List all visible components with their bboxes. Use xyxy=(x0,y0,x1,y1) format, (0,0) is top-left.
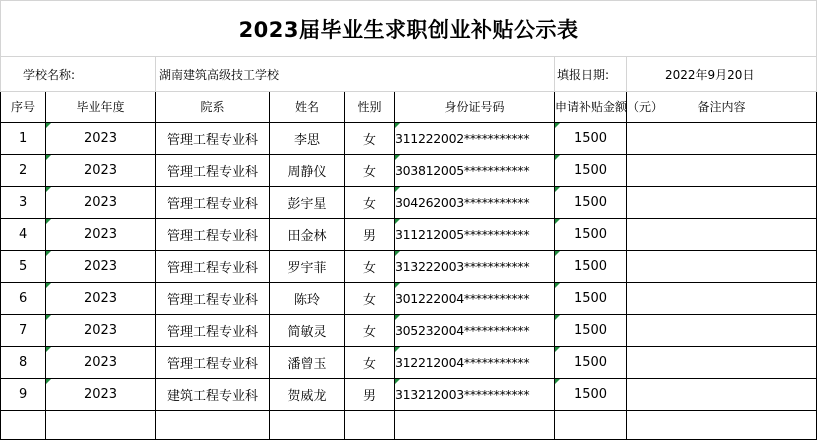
cell-marker-icon xyxy=(46,123,51,128)
cell-marker-icon xyxy=(46,155,51,160)
header-id[interactable]: 身份证号码 xyxy=(395,92,555,123)
cell-amount-text: 1500 xyxy=(573,291,608,306)
cell-seq-text: 3 xyxy=(19,195,28,210)
cell-amount[interactable] xyxy=(555,155,627,187)
cell-gender-text: 男 xyxy=(362,229,376,244)
cell-amount-text: 1500 xyxy=(573,227,608,242)
cell-year-text: 2023 xyxy=(83,387,118,402)
table-row xyxy=(1,251,817,283)
cell-gender-text: 女 xyxy=(362,261,376,276)
cell-note[interactable] xyxy=(627,347,817,379)
cell-name[interactable] xyxy=(270,219,345,251)
cell-name-text: 彭宇星 xyxy=(287,197,327,212)
cell-marker-icon xyxy=(46,347,51,352)
table-row xyxy=(1,155,817,187)
cell-marker-icon xyxy=(395,315,400,320)
cell-id-number-text: 311212005*********** xyxy=(395,227,530,242)
cell-marker-icon xyxy=(555,347,560,352)
cell-amount[interactable] xyxy=(555,283,627,315)
header-amount[interactable]: 申请补贴金额（元） xyxy=(555,92,627,123)
cell-name[interactable] xyxy=(270,123,345,155)
cell-name[interactable] xyxy=(270,347,345,379)
cell-gender-text: 女 xyxy=(362,165,376,180)
cell-dept-text: 管理工程专业科 xyxy=(166,261,258,276)
cell-year-text: 2023 xyxy=(83,323,118,338)
cell-dept-text: 管理工程专业科 xyxy=(166,133,258,148)
cell-gender-text: 男 xyxy=(362,389,376,404)
cell-name-text: 贺威龙 xyxy=(287,389,327,404)
cell-name-text: 简敏灵 xyxy=(287,325,327,340)
info-row xyxy=(1,57,817,92)
cell-id-number[interactable] xyxy=(395,379,555,411)
cell-marker-icon xyxy=(555,187,560,192)
cell-id-number-text: 313222003*********** xyxy=(395,259,530,274)
cell-year[interactable] xyxy=(46,347,156,379)
cell-seq-text: 7 xyxy=(19,323,28,338)
cell-dept-text: 管理工程专业科 xyxy=(166,357,258,372)
cell-seq-text: 6 xyxy=(19,291,28,306)
cell-name-text: 田金林 xyxy=(287,229,327,244)
cell-dept[interactable] xyxy=(156,379,270,411)
cell-amount-text: 1500 xyxy=(573,387,608,402)
cell-year[interactable] xyxy=(46,187,156,219)
cell-note[interactable] xyxy=(627,155,817,187)
cell-amount[interactable] xyxy=(555,219,627,251)
cell-note[interactable] xyxy=(627,379,817,411)
cell-amount-text: 1500 xyxy=(573,323,608,338)
cell-marker-icon xyxy=(46,379,51,384)
cell-note[interactable] xyxy=(627,315,817,347)
school-label[interactable]: 学校名称: xyxy=(1,57,156,92)
header-name[interactable]: 姓名 xyxy=(270,92,345,123)
cell-amount-text: 1500 xyxy=(573,195,608,210)
cell-id-number-text: 304262003*********** xyxy=(395,195,530,210)
report-date[interactable]: 2022年9月20日 xyxy=(627,57,817,92)
cell-seq[interactable] xyxy=(1,379,46,411)
cell-marker-icon xyxy=(46,219,51,224)
header-year[interactable]: 毕业年度 xyxy=(46,92,156,123)
cell-name[interactable] xyxy=(270,251,345,283)
cell-dept[interactable] xyxy=(156,283,270,315)
cell-note[interactable] xyxy=(627,187,817,219)
cell-year[interactable] xyxy=(46,251,156,283)
cell-year[interactable] xyxy=(46,283,156,315)
table-row xyxy=(1,315,817,347)
cell-marker-icon xyxy=(395,155,400,160)
cell-gender[interactable] xyxy=(345,315,395,347)
cell-dept-text: 管理工程专业科 xyxy=(166,229,258,244)
cell-name[interactable] xyxy=(270,187,345,219)
empty-cell[interactable] xyxy=(345,411,395,440)
cell-id-number[interactable] xyxy=(395,347,555,379)
cell-dept-text: 建筑工程专业科 xyxy=(166,389,258,404)
cell-id-number[interactable] xyxy=(395,187,555,219)
cell-id-number[interactable] xyxy=(395,315,555,347)
cell-name[interactable] xyxy=(270,379,345,411)
cell-dept[interactable] xyxy=(156,219,270,251)
cell-id-number[interactable] xyxy=(395,251,555,283)
cell-note[interactable] xyxy=(627,123,817,155)
table-title[interactable]: 2023届毕业生求职创业补贴公示表 xyxy=(1,1,817,57)
cell-year[interactable] xyxy=(46,315,156,347)
date-label[interactable]: 填报日期: xyxy=(555,57,627,92)
cell-seq-text: 1 xyxy=(19,131,28,146)
header-seq[interactable]: 序号 xyxy=(1,92,46,123)
cell-id-number-text: 301222004*********** xyxy=(395,291,530,306)
cell-dept-text: 管理工程专业科 xyxy=(166,293,258,308)
cell-note[interactable] xyxy=(627,251,817,283)
empty-cell[interactable] xyxy=(156,411,270,440)
cell-marker-icon xyxy=(395,123,400,128)
cell-dept[interactable] xyxy=(156,251,270,283)
cell-name[interactable] xyxy=(270,283,345,315)
cell-seq-text: 4 xyxy=(19,227,28,242)
cell-note[interactable] xyxy=(627,283,817,315)
cell-amount[interactable] xyxy=(555,123,627,155)
cell-marker-icon xyxy=(555,379,560,384)
cell-year-text: 2023 xyxy=(83,195,118,210)
header-row xyxy=(1,92,817,123)
cell-marker-icon xyxy=(395,251,400,256)
cell-amount-text: 1500 xyxy=(573,355,608,370)
cell-amount-text: 1500 xyxy=(573,131,608,146)
cell-seq[interactable] xyxy=(1,219,46,251)
table-row xyxy=(1,379,817,411)
cell-year-text: 2023 xyxy=(83,227,118,242)
cell-dept-text: 管理工程专业科 xyxy=(166,325,258,340)
table-row xyxy=(1,283,817,315)
cell-gender[interactable] xyxy=(345,347,395,379)
cell-seq-text: 8 xyxy=(19,355,28,370)
cell-id-number-text: 303812005*********** xyxy=(395,163,530,178)
table-row xyxy=(1,219,817,251)
cell-id-number-text: 313212003*********** xyxy=(395,387,530,402)
header-gender[interactable]: 性别 xyxy=(345,92,395,123)
cell-name-text: 潘曾玉 xyxy=(287,357,327,372)
cell-year-text: 2023 xyxy=(83,131,118,146)
cell-seq[interactable] xyxy=(1,251,46,283)
cell-marker-icon xyxy=(46,187,51,192)
table-body xyxy=(1,123,817,411)
cell-year[interactable] xyxy=(46,379,156,411)
cell-id-number[interactable] xyxy=(395,219,555,251)
cell-gender-text: 女 xyxy=(362,197,376,212)
cell-dept[interactable] xyxy=(156,315,270,347)
cell-marker-icon xyxy=(555,155,560,160)
cell-seq[interactable] xyxy=(1,187,46,219)
cell-marker-icon xyxy=(555,219,560,224)
cell-gender-text: 女 xyxy=(362,133,376,148)
cell-year[interactable] xyxy=(46,123,156,155)
cell-name-text: 罗宇菲 xyxy=(287,261,327,276)
cell-amount[interactable] xyxy=(555,379,627,411)
school-name[interactable]: 湖南建筑高级技工学校 xyxy=(156,57,555,92)
cell-name-text: 周静仪 xyxy=(287,165,327,180)
cell-year-text: 2023 xyxy=(83,291,118,306)
cell-marker-icon xyxy=(555,251,560,256)
cell-id-number-text: 305232004*********** xyxy=(395,323,530,338)
cell-seq[interactable] xyxy=(1,347,46,379)
cell-amount-text: 1500 xyxy=(573,259,608,274)
cell-amount[interactable] xyxy=(555,187,627,219)
table-row xyxy=(1,187,817,219)
empty-cell[interactable] xyxy=(46,411,156,440)
empty-cell[interactable] xyxy=(270,411,345,440)
cell-marker-icon xyxy=(555,283,560,288)
cell-amount-text: 1500 xyxy=(573,163,608,178)
cell-seq[interactable] xyxy=(1,123,46,155)
cell-amount[interactable] xyxy=(555,347,627,379)
cell-year-text: 2023 xyxy=(83,163,118,178)
cell-note[interactable] xyxy=(627,219,817,251)
cell-marker-icon xyxy=(555,315,560,320)
cell-marker-icon xyxy=(395,283,400,288)
cell-marker-icon xyxy=(46,283,51,288)
cell-id-number[interactable] xyxy=(395,283,555,315)
cell-gender[interactable] xyxy=(345,283,395,315)
cell-name[interactable] xyxy=(270,155,345,187)
cell-name-text: 陈玲 xyxy=(293,293,320,308)
empty-row xyxy=(1,411,817,440)
cell-gender[interactable] xyxy=(345,219,395,251)
table-row xyxy=(1,347,817,379)
cell-gender[interactable] xyxy=(345,155,395,187)
cell-seq-text: 9 xyxy=(19,387,28,402)
cell-gender-text: 女 xyxy=(362,293,376,308)
cell-marker-icon xyxy=(395,219,400,224)
cell-seq[interactable] xyxy=(1,315,46,347)
cell-seq[interactable] xyxy=(1,155,46,187)
empty-cell[interactable] xyxy=(395,411,555,440)
cell-name[interactable] xyxy=(270,315,345,347)
cell-year-text: 2023 xyxy=(83,259,118,274)
cell-id-number[interactable] xyxy=(395,155,555,187)
cell-dept-text: 管理工程专业科 xyxy=(166,165,258,180)
cell-id-number-text: 312212004*********** xyxy=(395,355,530,370)
cell-dept[interactable] xyxy=(156,187,270,219)
cell-marker-icon xyxy=(46,251,51,256)
cell-seq-text: 2 xyxy=(19,163,28,178)
cell-year-text: 2023 xyxy=(83,355,118,370)
cell-dept[interactable] xyxy=(156,347,270,379)
table-row xyxy=(1,123,817,155)
cell-dept-text: 管理工程专业科 xyxy=(166,197,258,212)
cell-amount[interactable] xyxy=(555,251,627,283)
cell-name-text: 李思 xyxy=(293,133,320,148)
cell-gender-text: 女 xyxy=(362,325,376,340)
cell-marker-icon xyxy=(395,187,400,192)
cell-id-number-text: 311222002*********** xyxy=(395,131,530,146)
cell-marker-icon xyxy=(555,123,560,128)
cell-marker-icon xyxy=(395,347,400,352)
cell-gender[interactable] xyxy=(345,123,395,155)
empty-cell[interactable] xyxy=(627,411,817,440)
cell-seq[interactable] xyxy=(1,283,46,315)
empty-cell[interactable] xyxy=(1,411,46,440)
header-dept[interactable]: 院系 xyxy=(156,92,270,123)
cell-gender-text: 女 xyxy=(362,357,376,372)
cell-seq-text: 5 xyxy=(19,259,28,274)
cell-id-number[interactable] xyxy=(395,123,555,155)
cell-gender[interactable] xyxy=(345,379,395,411)
cell-dept[interactable] xyxy=(156,155,270,187)
cell-year[interactable] xyxy=(46,219,156,251)
cell-marker-icon xyxy=(395,379,400,384)
cell-dept[interactable] xyxy=(156,123,270,155)
cell-gender[interactable] xyxy=(345,251,395,283)
header-note[interactable]: 备注内容 xyxy=(627,92,817,123)
cell-year[interactable] xyxy=(46,155,156,187)
empty-cell[interactable] xyxy=(555,411,627,440)
cell-marker-icon xyxy=(46,315,51,320)
cell-gender[interactable] xyxy=(345,187,395,219)
cell-amount[interactable] xyxy=(555,315,627,347)
